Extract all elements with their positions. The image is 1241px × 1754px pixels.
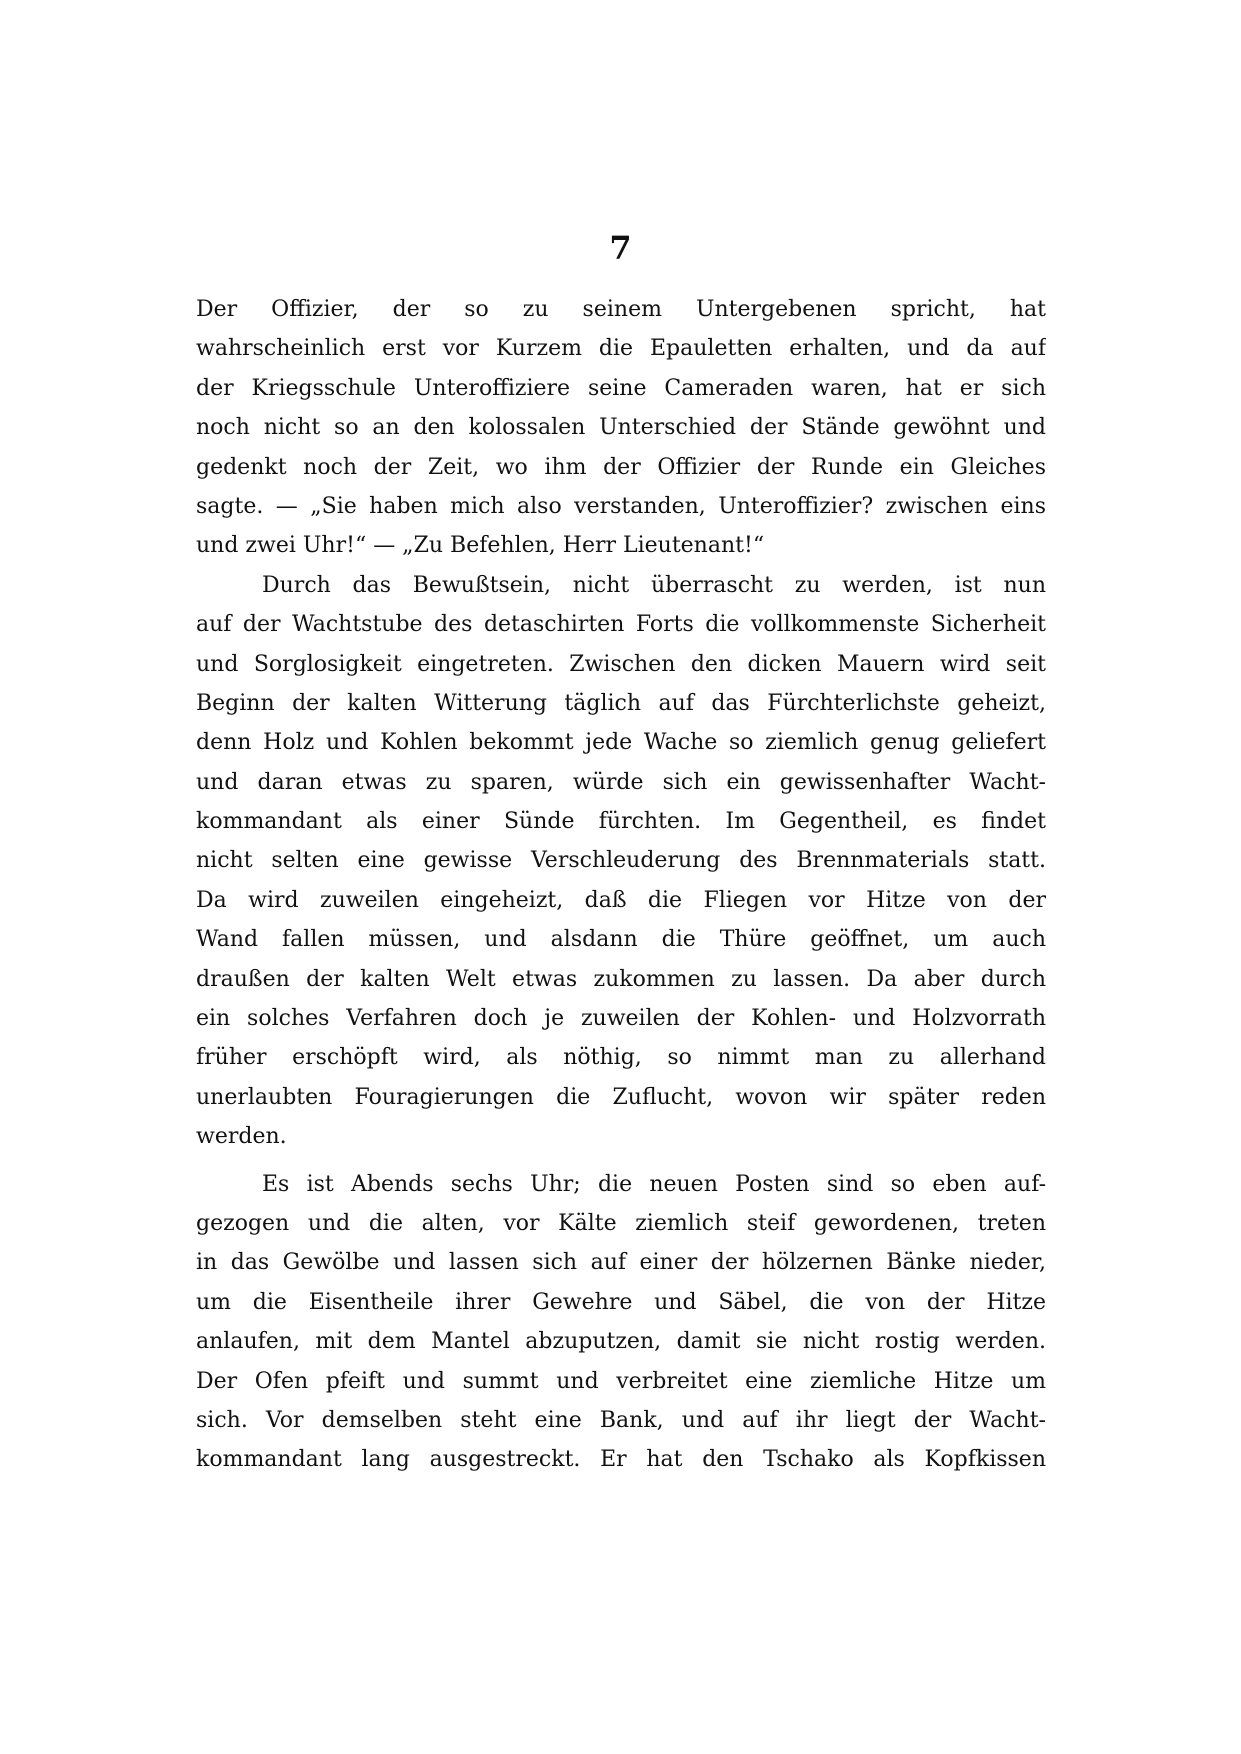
text-line: draußen der kalten Welt etwas zukommen zu lassen. Da aber durch	[196, 966, 1046, 992]
text-line: wahrscheinlich erst vor Kurzem die Epauletten erhalten, und da auf	[196, 336, 1046, 362]
text-line: unerlaubten Fouragierungen die Zuflucht, wovon wir später reden	[196, 1084, 1046, 1110]
text-line: früher erschöpft wird, als nöthig, so nimmt man zu allerhand	[196, 1045, 1046, 1071]
text-line: Es ist Abends sechs Uhr; die neuen Posten sind so eben auf-	[262, 1171, 1046, 1197]
text-line: in das Gewölbe und lassen sich auf einer der hölzernen Bänke nieder,	[196, 1250, 1046, 1276]
text-line: ein solches Verfahren doch je zuweilen der Kohlen- und Holzvorrath	[196, 1006, 1046, 1032]
text-line: nicht selten eine gewisse Verschleuderung des Brennmaterials statt.	[196, 848, 1046, 874]
text-line: anlaufen, mit dem Mantel abzuputzen, damit sie nicht rostig werden.	[196, 1329, 1046, 1355]
text-line: werden.	[196, 1124, 287, 1150]
text-line: Der Ofen pfeift und summt und verbreitet eine ziemliche Hitze um	[196, 1368, 1046, 1394]
text-line: Wand fallen müssen, und alsdann die Thüre geöffnet, um auch	[196, 927, 1046, 953]
text-line: denn Holz und Kohlen bekommt jede Wache so ziemlich genug geliefert	[196, 730, 1046, 756]
text-line: und daran etwas zu sparen, würde sich ein gewissenhafter Wacht-	[196, 769, 1046, 795]
text-line: gezogen und die alten, vor Kälte ziemlich steif gewordenen, treten	[196, 1210, 1046, 1236]
text-line: sagte. — „Sie haben mich also verstanden, Unteroffizier? zwischen eins	[196, 493, 1046, 519]
text-line: auf der Wachtstube des detaschirten Forts die vollkommenste Sicherheit	[196, 612, 1046, 638]
page-number: 7	[609, 229, 632, 267]
text-line: kommandant lang ausgestreckt. Er hat den Tschako als Kopfkissen	[196, 1447, 1046, 1473]
text-line: kommandant als einer Sünde fürchten. Im Gegentheil, es findet	[196, 809, 1046, 835]
text-line: Da wird zuweilen eingeheizt, daß die Fliegen vor Hitze von der	[196, 887, 1046, 913]
text-line: gedenkt noch der Zeit, wo ihm der Offizier der Runde ein Gleiches	[196, 454, 1046, 480]
text-line: und Sorglosigkeit eingetreten. Zwischen den dicken Mauern wird seit	[196, 651, 1046, 677]
text-line: sich. Vor demselben steht eine Bank, und auf ihr liegt der Wacht-	[196, 1407, 1046, 1433]
text-line: und zwei Uhr!“ — „Zu Befehlen, Herr Lieutenant!“	[196, 533, 765, 559]
body-text	[196, 290, 1046, 1480]
text-line: Durch das Bewußtsein, nicht überrascht zu werden, ist nun	[262, 572, 1046, 598]
text-line: um die Eisentheile ihrer Gewehre und Säbel, die von der Hitze	[196, 1289, 1046, 1315]
text-line: Beginn der kalten Witterung täglich auf das Fürchterlichste geheizt,	[196, 690, 1046, 716]
text-line: Der Offizier, der so zu seinem Untergebenen spricht, hat	[196, 297, 1046, 322]
text-line: noch nicht so an den kolossalen Unterschied der Stände gewöhnt und	[196, 415, 1046, 441]
text-line: der Kriegsschule Unteroffiziere seine Cameraden waren, hat er sich	[196, 375, 1046, 401]
